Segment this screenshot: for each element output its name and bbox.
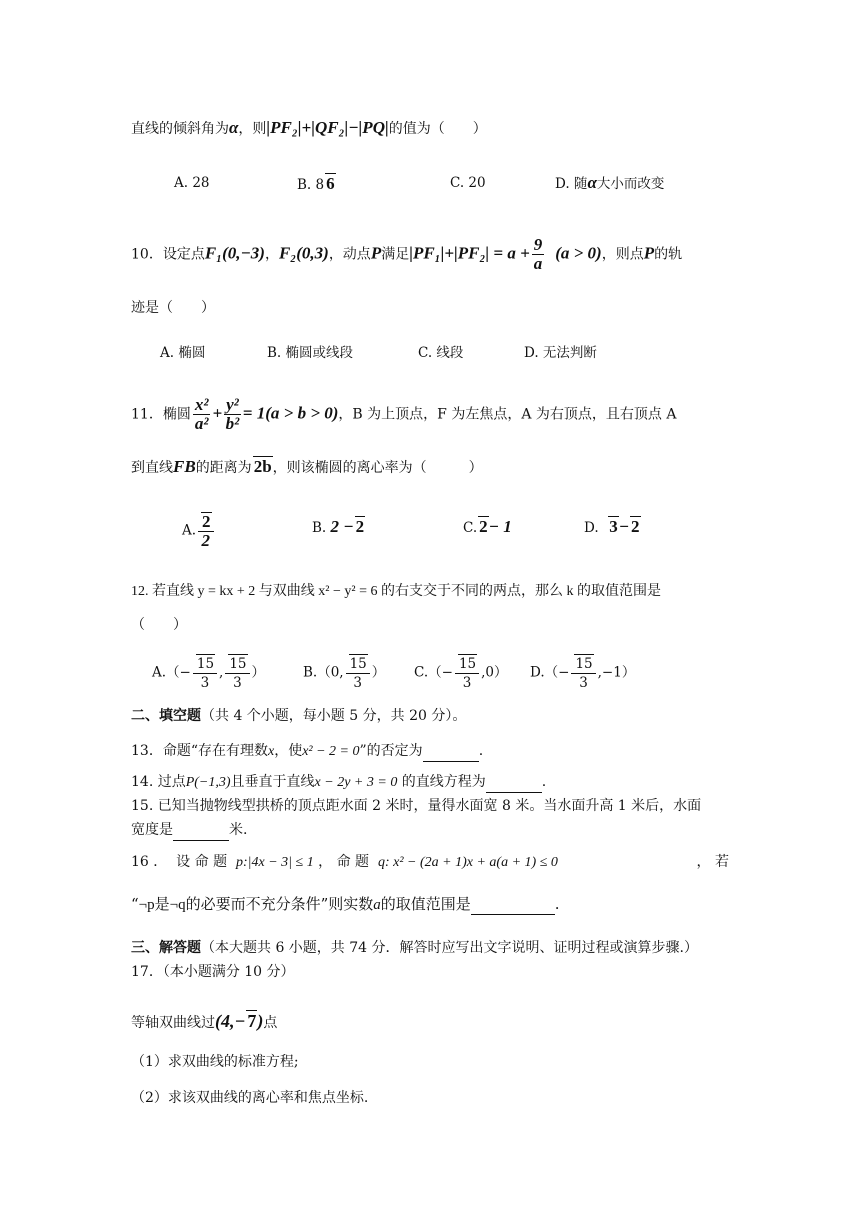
q14-line-equation: x − 2y + 3 = 0	[314, 775, 398, 790]
q9-option-c: C. 20	[450, 175, 486, 191]
q17-stem: 等轴双曲线过(4,− 7)点	[131, 1011, 278, 1031]
q16-stem-line2: “¬p是¬q的必要而不充分条件”则实数a的取值范围是 .	[131, 895, 560, 913]
q15-answer-blank	[173, 820, 229, 841]
q9-option-b-root: 6	[326, 174, 335, 193]
q9-stem	[131, 118, 487, 139]
q17-root-7: 7	[247, 1011, 257, 1031]
q16-proposition-q: q: x² − (2a + 1)x + a(a + 1) ≤ 0	[377, 855, 558, 870]
q16-answer-blank	[471, 894, 555, 915]
q10-fraction: $\frac{9}{a}$	[533, 235, 543, 273]
q14-answer-blank	[486, 772, 542, 793]
q12-option-c: C.（− $\frac{15}{3}$ ,0）	[414, 656, 508, 691]
q15-stem: 15. 已知当抛物线型拱桥的顶点距水面 2 米时，量得水面宽 8 米。当水面升高 1 米后，水面	[131, 798, 702, 814]
q13-expression: x² − 2 = 0	[302, 744, 360, 759]
q13-stem: 13．命题“存在有理数x，使x² − 2 = 0”的否定为 .	[131, 741, 483, 762]
q10-point-f1: F₁(0,−3)	[204, 243, 265, 263]
q10-stem-line2: 迹是（ ）	[131, 300, 215, 316]
q10-stem: 10．设定点F₁(0,−3)，F₂(0,3)，动点P满足|PF₁|+|PF₂| = a + $\frac{9}{a}$ (a > 0)，则点P的轨	[131, 235, 683, 273]
q9-stem-post: 的值为（ ）	[388, 121, 487, 137]
q11-x-fraction: $\frac{\text{x²}}{\text{a²}}$	[194, 395, 209, 433]
q9-option-b: B. 8 6	[297, 174, 335, 193]
q17-header: 17．（本小题满分 10 分）	[131, 964, 295, 980]
q10-option-a: A. 椭圆	[160, 345, 206, 361]
q9-option-d: D. 随α大小而改变	[555, 173, 665, 192]
q11-y-fraction: $\frac{\text{y²}}{\text{b²}}$	[225, 395, 240, 433]
q12-option-b: B.（0, $\frac{15}{3}$ ）	[303, 656, 386, 691]
section3-note: （本大题共 6 小题，共 74 分．解答时应写出文字说明、证明过程或演算步骤.）	[201, 940, 698, 956]
q17-part2: （2）求该双曲线的离心率和焦点坐标.	[131, 1090, 369, 1106]
q14-stem: 14. 过点P(−1,3)且垂直于直线x − 2y + 3 = 0 的直线方程为 .	[131, 772, 546, 793]
q9-stem-pre: 直线的倾斜角为	[131, 121, 229, 137]
q11-option-b: B. 2 − 2	[312, 517, 365, 536]
q16-condition: ¬p是¬q的必要而不充分条件	[138, 897, 321, 913]
section2-heading	[131, 706, 466, 726]
q11-root-2b: 2b	[253, 457, 272, 476]
section3-heading	[131, 938, 698, 958]
q11-option-c: C. 2− 1	[463, 517, 512, 536]
q12-option-a: A.（− $\frac{15}{3}$ , $\frac{15}{3}$ ）	[152, 656, 266, 691]
q10-option-b: B. 椭圆或线段	[267, 345, 354, 361]
q11-stem: 11．椭圆 $\frac{\text{x²}}{\text{a²}}$ + $\frac{\text{y²}}{\text{b²}}$ = 1(a > b > 0)，B 为上顶点，F 为左焦点，A 为右顶点，且右顶点 A	[131, 395, 677, 433]
q12-stem: 12. 若直线 y = kx + 2 与双曲线 x² − y² = 6 的右支交于不同的两点，那么 k 的取值范围是	[131, 584, 661, 599]
q16-proposition-p: p:|4x − 3| ≤ 1	[235, 855, 314, 870]
q10-option-c: C. 线段	[418, 345, 464, 361]
q17-part1: （1）求双曲线的标准方程;	[131, 1054, 299, 1070]
q10-expression: |PF₁|+|PF₂| = a +	[409, 243, 530, 263]
section2-note: （共 4 个小题，每小题 5 分，共 20 分）。	[201, 708, 467, 724]
q15-stem-line2: 宽度是 米.	[131, 820, 247, 841]
q10-option-d: D. 无法判断	[524, 345, 597, 361]
q14-point: P(−1,3)	[185, 775, 231, 790]
q9-alpha: α	[229, 118, 239, 137]
q11-stem-line2: 到直线FB的距离为 2b，则该椭圆的离心率为（ ）	[131, 457, 483, 476]
section2-title: 二、填空题	[131, 708, 201, 724]
q9-stem-mid: ，则	[238, 121, 267, 137]
section3-title: 三、解答题	[131, 940, 201, 956]
q13-answer-blank	[423, 741, 479, 762]
q11-option-d: D. 3− 2	[584, 517, 640, 536]
q9-option-a: A. 28	[174, 175, 210, 191]
q12-option-d: D.（− $\frac{15}{3}$ ,−1）	[530, 656, 636, 691]
q11-option-a: A. $\frac{2}{2}$	[182, 512, 216, 550]
q12-stem-line2: （ ）	[131, 617, 187, 633]
q9-expression: |PF₂|+|QF₂|−|PQ|	[266, 118, 389, 137]
q11-equation: = 1(a > b > 0)	[242, 403, 339, 423]
q10-point-f2: F₂(0,3)	[278, 243, 329, 263]
q10-condition: (a > 0)	[555, 243, 602, 263]
q16-stem: 16 ． 设 命 题 p:|4x − 3| ≤ 1 ， 命 题 q: x² − (2a + 1)x + a(a + 1) ≤ 0 ， 若	[131, 854, 729, 870]
